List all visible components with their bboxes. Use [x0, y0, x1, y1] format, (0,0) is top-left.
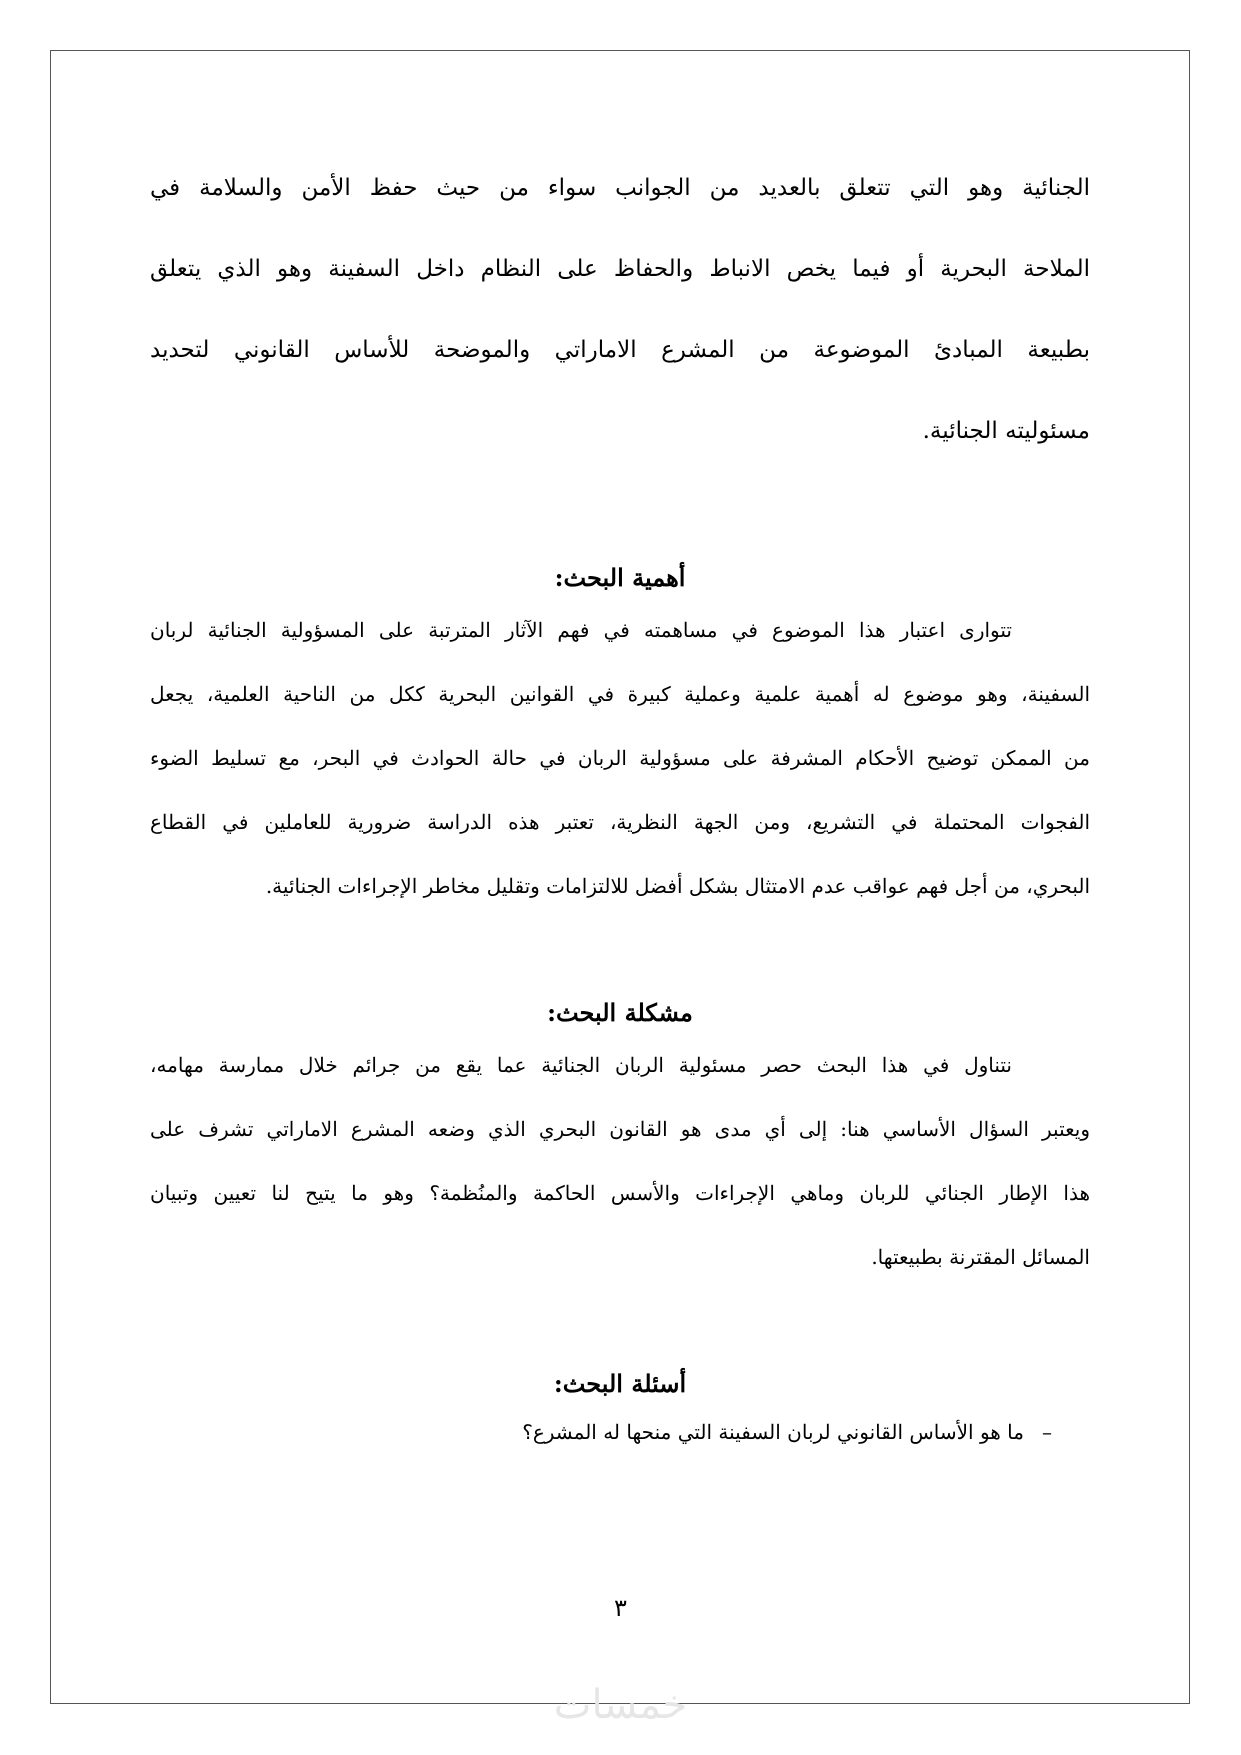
importance-paragraph	[150, 598, 1090, 918]
list-dash-marker: –	[1042, 1420, 1052, 1444]
question-list-item	[150, 1412, 1090, 1452]
problem-heading: مشكلة البحث:	[547, 998, 693, 1027]
problem-paragraph	[150, 1033, 1090, 1289]
questions-heading: أسئلة البحث:	[553, 1369, 687, 1398]
importance-line: السفينة، وهو موضوع له أهمية علمية وعملية كبيرة في القوانين البحرية ككل من الناحية العلمية، يجعل	[150, 682, 1090, 706]
importance-line: تتوارى اعتبار هذا الموضوع في مساهمته في فهم الآثار المترتبة على المسؤولية الجنائية لربان	[150, 618, 1012, 642]
problem-line: المسائل المقترنة بطبيعتها.	[871, 1245, 1090, 1269]
page-number: ٣	[614, 1594, 627, 1622]
problem-line: هذا الإطار الجنائي للربان وماهي الإجراءات والأسس الحاكمة والمنُظمة؟ وهو ما يتيح لنا تعيين وتبيان	[150, 1181, 1090, 1205]
importance-line: من الممكن توضيح الأحكام المشرفة على مسؤولية الربان في حالة الحوادث في البحر، مع تسليط الضوء	[150, 746, 1090, 770]
importance-heading: أهمية البحث:	[554, 563, 686, 592]
importance-line: الفجوات المحتملة في التشريع، ومن الجهة النظرية، تعتبر هذه الدراسة ضرورية للعاملين في القطاع	[150, 810, 1090, 834]
intro-line: بطبيعة المبادئ الموضوعة من المشرع الاماراتي والموضحة للأساس القانوني لتحديد	[150, 337, 1090, 363]
question-text: ما هو الأساس القانوني لربان السفينة التي منحها له المشرع؟	[522, 1420, 1024, 1444]
watermark: خمسات	[553, 1682, 688, 1728]
importance-line: البحري، من أجل فهم عواقب عدم الامتثال بشكل أفضل للالتزامات وتقليل مخاطر الإجراءات الجنائية.	[265, 874, 1090, 898]
intro-line: الجنائية وهو التي تتعلق بالعديد من الجوانب سواء من حيث حفظ الأمن والسلامة في	[150, 175, 1090, 201]
problem-line: ويعتبر السؤال الأساسي هنا: إلى أي مدى هو القانون البحري الذي وضعه المشرع الاماراتي تشرف على	[150, 1117, 1090, 1141]
intro-line: مسئوليته الجنائية.	[922, 418, 1090, 444]
document-body	[150, 148, 1090, 1452]
problem-line: نتناول في هذا البحث حصر مسئولية الربان الجنائية عما يقع من جرائم خلال ممارسة مهامه،	[150, 1053, 1012, 1077]
intro-line: الملاحة البحرية أو فيما يخص الانباط والحفاظ على النظام داخل السفينة وهو الذي يتعلق	[150, 256, 1090, 282]
intro-paragraph	[150, 148, 1090, 472]
